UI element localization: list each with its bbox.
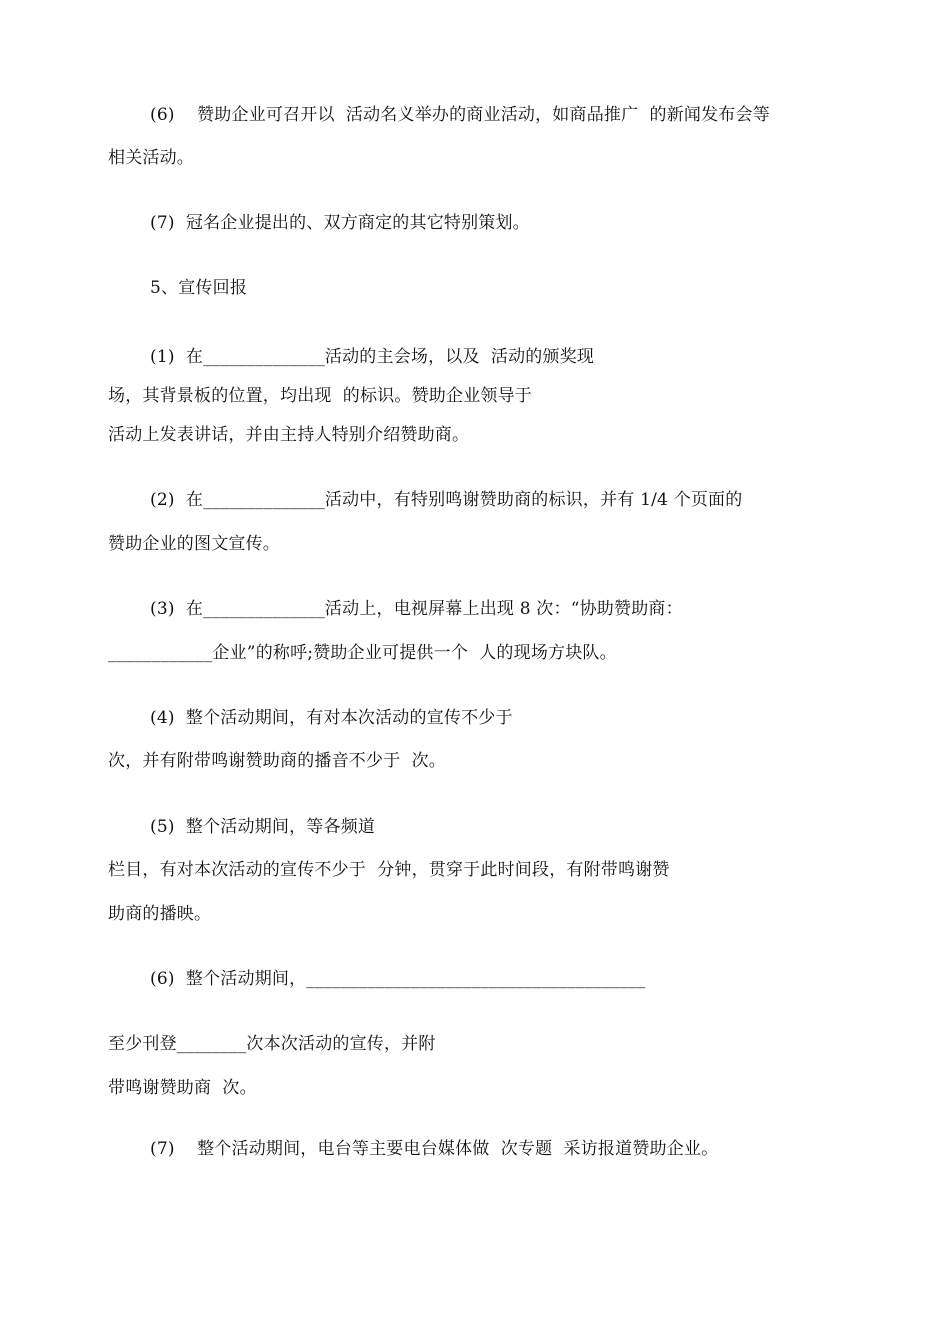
- item-2-line-2: 赞助企业的图文宣传。: [108, 534, 280, 554]
- item-3-line-2: ____________企业”的称呼;赞助企业可提供一个 人的现场方块队。: [108, 643, 617, 663]
- item-4-line-1: (4) 整个活动期间，有对本次活动的宣传不少于: [150, 708, 513, 728]
- item-4-line-2: 次，并有附带鸣谢赞助商的播音不少于 次。: [108, 751, 447, 771]
- item-1-line-3: 活动上发表讲话，并由主持人特别介绍赞助商。: [108, 425, 470, 445]
- item-5-line-3: 助商的播映。: [108, 904, 212, 924]
- item-1-line-2: 场，其背景板的位置，均出现 的标识。赞助企业领导于: [108, 386, 533, 406]
- item-6-line-2: 至少刊登________次本次活动的宣传，并附: [108, 1034, 436, 1054]
- item-5-line-1: (5) 整个活动期间，等各频道: [150, 817, 376, 837]
- item-3-line-1: (3) 在______________活动上，电视屏幕上出现 8 次：“协助赞助商：: [150, 599, 683, 619]
- item-6-line-3: 带鸣谢赞助商 次。: [108, 1078, 257, 1098]
- para-sponsor-commercial-events-cont: 相关活动。: [108, 148, 194, 168]
- item-7-line-1: (7) 整个活动期间，电台等主要电台媒体做 次专题 采访报道赞助企业。: [150, 1139, 719, 1159]
- item-2-line-1: (2) 在______________活动中，有特别鸣谢赞助商的标识，并有 1/4 个页面的: [150, 490, 743, 510]
- item-5-line-2: 栏目，有对本次活动的宣传不少于 分钟，贯穿于此时间段，有附带鸣谢赞: [108, 860, 670, 880]
- para-sponsor-commercial-events: (6) 赞助企业可召开以 活动名义举办的商业活动，如商品推广 的新闻发布会等: [150, 105, 770, 125]
- section-heading-publicity-returns: 5、宣传回报: [150, 278, 248, 298]
- item-6-line-1: (6) 整个活动期间，_______________________________________: [150, 969, 646, 989]
- para-special-planning: (7) 冠名企业提出的、双方商定的其它特别策划。: [150, 213, 530, 233]
- item-1-line-1: (1) 在______________活动的主会场，以及 活动的颁奖现: [150, 347, 595, 367]
